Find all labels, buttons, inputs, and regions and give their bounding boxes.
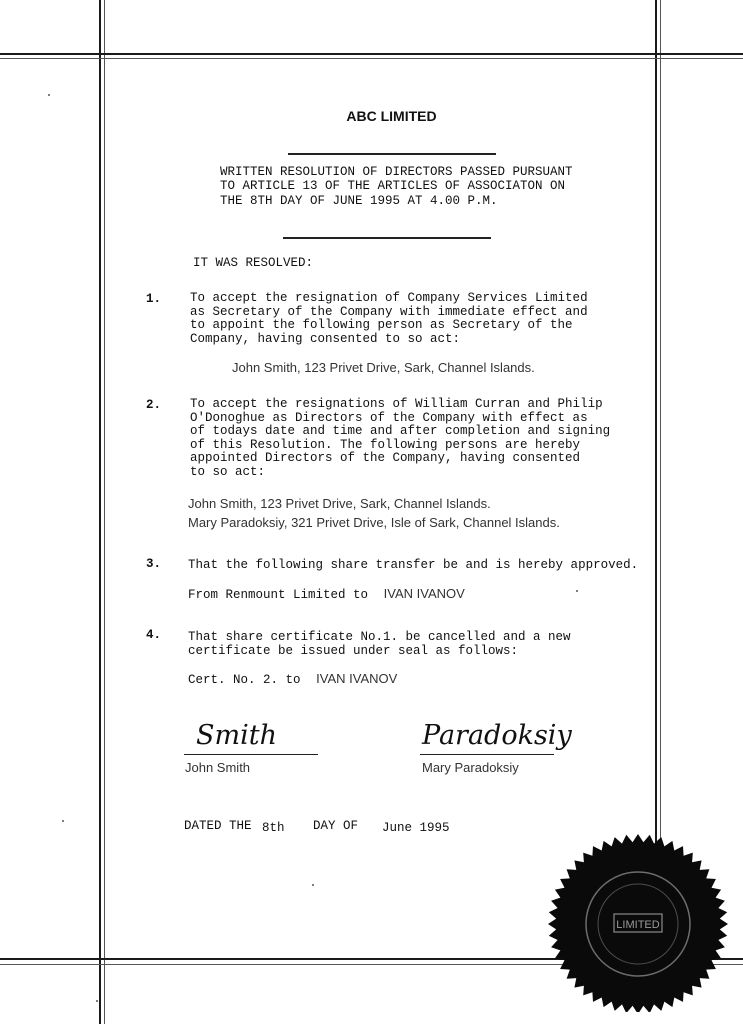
heading-line: THE 8TH DAY OF JUNE 1995 AT 4.00 P.M. (220, 194, 498, 208)
item-line: as Secretary of the Company with immediate effect and (190, 304, 588, 319)
transfer-detail (188, 585, 465, 603)
heading-line: TO ARTICLE 13 OF THE ARTICLES OF ASSOCIATON ON (220, 178, 566, 193)
item-line: to appoint the following person as Secretary of the (190, 318, 573, 332)
item-line: Company, having consented to so act: (190, 331, 461, 346)
heading-line: WRITTEN RESOLUTION OF DIRECTORS PASSED PURSUANT (220, 165, 573, 179)
item-number: 4. (146, 628, 162, 642)
transfer-prefix: From Renmount Limited to (188, 588, 369, 602)
page-border-top (0, 53, 743, 55)
item-line: to so act: (190, 464, 266, 479)
appointee: John Smith, 123 Privet Drive, Sark, Channel Islands. (232, 360, 535, 375)
item-line: To accept the resignations of William Curran and Philip (190, 397, 603, 411)
item-line: That the following share transfer be and is hereby approved. (188, 558, 639, 572)
item-line: O'Donoghue as Directors of the Company with effect as (190, 410, 588, 425)
resolution-item-3 (188, 559, 638, 573)
signature-line-right (420, 754, 554, 755)
item-line: To accept the resignation of Company Services Limited (190, 291, 588, 305)
page-border-top-inner (0, 58, 743, 59)
scan-speck (576, 590, 578, 592)
item-line: of this Resolution. The following persons are hereby (190, 437, 581, 452)
scan-speck (312, 884, 314, 886)
company-title: ABC LIMITED (346, 108, 437, 124)
transfer-recipient: IVAN IVANOV (383, 586, 465, 601)
item-line: That share certificate No.1. be cancelled and a new (188, 630, 571, 644)
heading-rule-top (288, 153, 496, 155)
dated-day: 8th (262, 821, 285, 835)
page-border-left (99, 0, 101, 1024)
dated-day-of: DAY OF (313, 819, 359, 833)
resolution-item-4 (188, 631, 571, 658)
certificate-detail (188, 670, 397, 688)
signatory-name: Mary Paradoksiy (422, 760, 519, 775)
appointee: Mary Paradoksiy, 321 Privet Drive, Isle of Sark, Channel Islands. (188, 515, 560, 530)
item-number: 3. (146, 557, 162, 571)
signature-john-smith: Smith (196, 720, 277, 751)
resolution-item-2 (190, 398, 610, 479)
item-number: 1. (146, 292, 162, 306)
resolution-item-1 (190, 292, 588, 346)
item-line: of todays date and time and after completion and signing (190, 424, 611, 438)
signatory-name: John Smith (185, 760, 251, 775)
signature-mary-paradoksiy: Paradoksiy (422, 720, 572, 751)
page-border-left-inner (104, 0, 105, 1024)
certificate-recipient: IVAN IVANOV (316, 671, 398, 686)
heading-rule-bottom (283, 237, 491, 239)
item-number: 2. (146, 398, 162, 412)
resolution-heading (220, 166, 573, 209)
item-line: appointed Directors of the Company, having consented (190, 451, 581, 465)
scan-speck (48, 94, 50, 96)
appointee: John Smith, 123 Privet Drive, Sark, Channel Islands. (188, 496, 491, 511)
item-line: certificate be issued under seal as follows: (188, 643, 519, 658)
dated-label: DATED THE (184, 819, 252, 833)
scan-speck (96, 1000, 98, 1002)
seal-text: LIMITED (616, 919, 660, 931)
company-seal (543, 832, 733, 1012)
resolved-label: IT WAS RESOLVED: (193, 256, 314, 270)
signature-line-left (184, 754, 318, 755)
dated-month-year: June 1995 (382, 821, 450, 835)
certificate-prefix: Cert. No. 2. to (188, 673, 301, 687)
scan-speck (62, 820, 64, 822)
